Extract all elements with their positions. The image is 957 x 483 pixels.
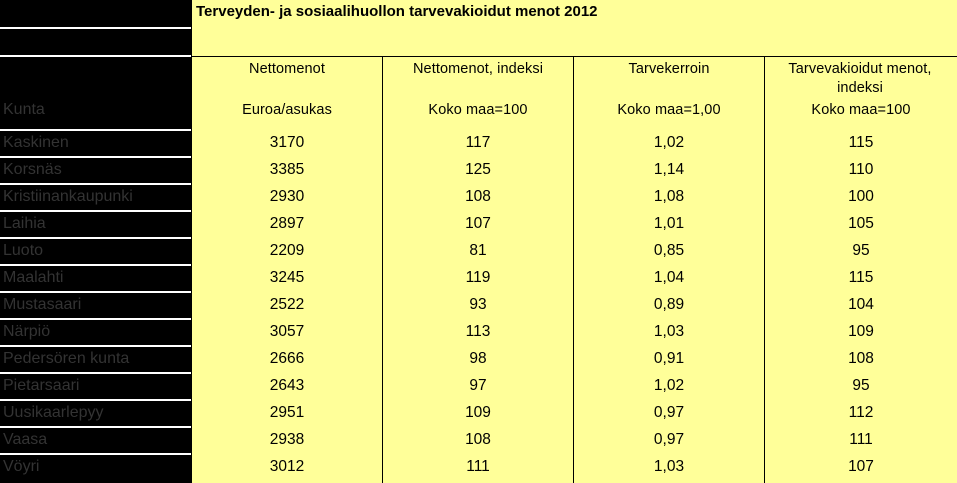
table-cell: 3012 — [269, 458, 305, 475]
table-cell: 1,01 — [653, 215, 685, 232]
table-cell: 0,97 — [653, 431, 685, 448]
table-cell: 95 — [852, 242, 870, 259]
table-cell: 1,02 — [653, 377, 685, 394]
divider — [0, 156, 191, 158]
divider — [0, 55, 191, 57]
divider — [0, 372, 191, 374]
divider — [0, 318, 191, 320]
divider — [0, 27, 191, 29]
column-unit: Euroa/asukas — [242, 102, 332, 118]
data-area — [192, 0, 957, 483]
table-cell: 0,85 — [653, 242, 685, 259]
table-cell: 1,03 — [653, 458, 685, 475]
divider — [0, 183, 191, 185]
divider — [0, 264, 191, 266]
column-unit: Koko maa=100 — [428, 102, 528, 118]
divider — [0, 129, 191, 131]
table-cell: 2643 — [269, 377, 305, 394]
row-header-label: Kunta — [3, 101, 45, 118]
table-cell: 98 — [469, 350, 487, 367]
table-cell: 2522 — [269, 296, 305, 313]
row-label: Maalahti — [3, 269, 64, 286]
table-cell: 125 — [465, 161, 491, 178]
table-cell: 93 — [469, 296, 487, 313]
table-cell: 1,14 — [653, 161, 685, 178]
row-label: Närpiö — [3, 323, 51, 340]
divider — [0, 210, 191, 212]
table-cell: 0,97 — [653, 404, 685, 421]
column-header-nettomenot-indeksi: Nettomenot, indeksi — [412, 61, 544, 77]
table-cell: 104 — [848, 296, 874, 313]
column-header-tarvekerroin: Tarvekerroin — [628, 61, 710, 77]
table-cell: 111 — [849, 431, 873, 448]
table-cell: 107 — [465, 215, 491, 232]
divider — [0, 345, 191, 347]
table-cell: 109 — [848, 323, 874, 340]
table-cell: 1,04 — [653, 269, 685, 286]
table-cell: 113 — [465, 323, 491, 340]
table-cell: 3245 — [269, 269, 305, 286]
table-cell: 108 — [465, 431, 491, 448]
table-cell: 119 — [465, 269, 491, 286]
table-cell: 108 — [465, 188, 491, 205]
table-cell: 95 — [852, 377, 870, 394]
divider — [0, 291, 191, 293]
table-cell: 108 — [848, 350, 874, 367]
column-unit: Koko maa=1,00 — [617, 102, 721, 118]
table-cell: 112 — [848, 404, 874, 421]
table-cell: 111 — [466, 458, 490, 475]
row-label: Luoto — [3, 242, 44, 259]
table-cell: 2938 — [269, 431, 305, 448]
table-cell: 81 — [469, 242, 487, 259]
divider — [0, 453, 191, 455]
table-title: Terveyden- ja sosiaalihuollon tarvevakioidut menot 2012 — [196, 3, 598, 20]
row-label: Uusikaarlepyy — [3, 404, 104, 421]
row-label: Vöyri — [3, 458, 40, 475]
row-label: Kristiinankaupunki — [3, 188, 133, 205]
row-label: Kaskinen — [3, 134, 69, 151]
table-cell: 2209 — [269, 242, 305, 259]
table-cell: 107 — [848, 458, 874, 475]
column-unit: Koko maa=100 — [811, 102, 911, 118]
table-cell: 105 — [848, 215, 874, 232]
table-cell: 100 — [848, 188, 874, 205]
table-cell: 1,03 — [653, 323, 685, 340]
table-cell: 117 — [465, 134, 491, 151]
table-cell: 2666 — [269, 350, 305, 367]
column-header-tarvevakioidut-menot: Tarvevakioidut menot, indeksi — [788, 61, 932, 96]
table-cell: 110 — [848, 161, 874, 178]
table-cell: 109 — [465, 404, 491, 421]
table-cell: 2951 — [269, 404, 305, 421]
column-header-nettomenot: Nettomenot — [249, 61, 325, 77]
row-label: Laihia — [3, 215, 46, 232]
table-cell: 115 — [848, 269, 874, 286]
table-cell: 0,91 — [653, 350, 685, 367]
divider — [0, 399, 191, 401]
row-label-column — [0, 0, 191, 483]
table-cell: 1,02 — [653, 134, 685, 151]
divider — [0, 426, 191, 428]
row-label: Pedersören kunta — [3, 350, 130, 367]
title-divider — [192, 56, 957, 57]
row-label: Vaasa — [3, 431, 48, 448]
row-label: Korsnäs — [3, 161, 62, 178]
table-cell: 3057 — [269, 323, 305, 340]
divider — [0, 237, 191, 239]
table-cell: 1,08 — [653, 188, 685, 205]
table-cell: 3385 — [269, 161, 305, 178]
row-label: Pietarsaari — [3, 377, 80, 394]
table-cell: 2897 — [269, 215, 305, 232]
table-cell: 3170 — [269, 134, 305, 151]
row-label: Mustasaari — [3, 296, 82, 313]
table-cell: 2930 — [269, 188, 305, 205]
table-cell: 0,89 — [653, 296, 685, 313]
table-cell: 97 — [469, 377, 487, 394]
table-cell: 115 — [848, 134, 874, 151]
